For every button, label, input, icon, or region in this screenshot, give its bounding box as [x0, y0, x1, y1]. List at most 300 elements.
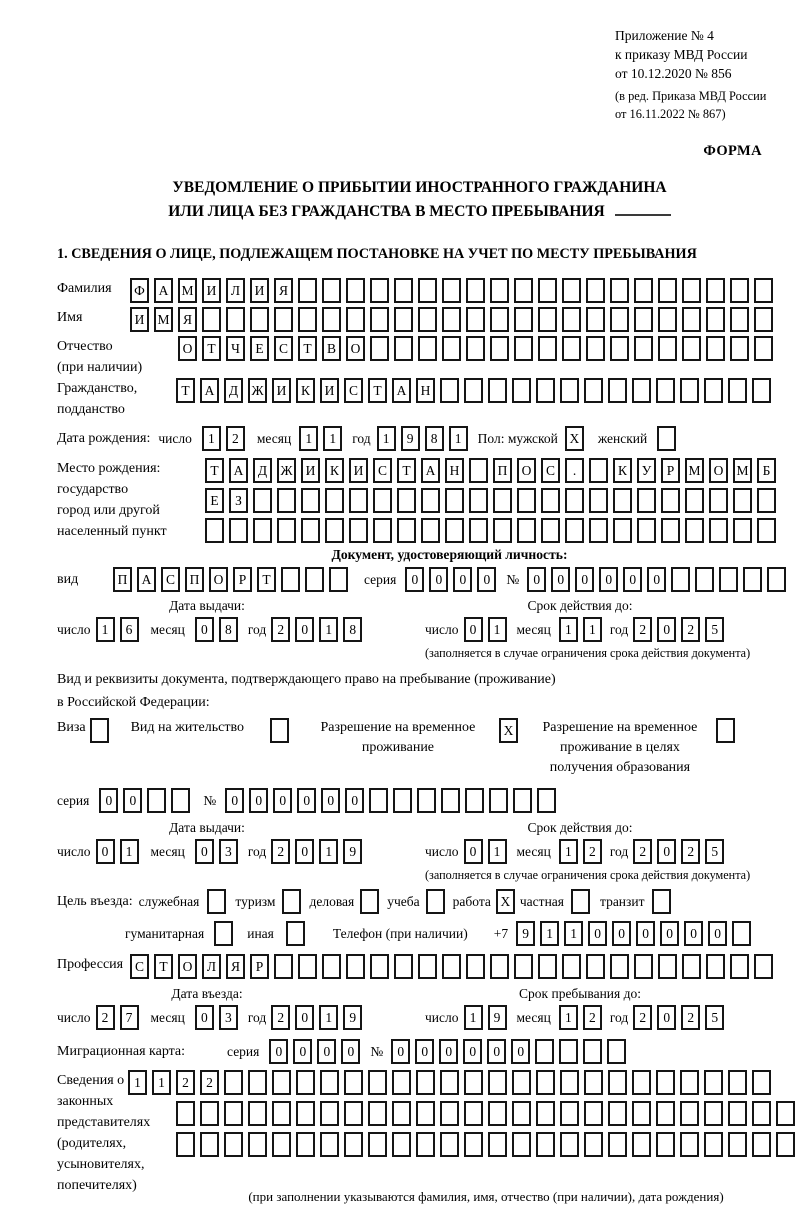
char-box[interactable]: [656, 1101, 675, 1126]
char-box[interactable]: [728, 1101, 747, 1126]
char-box[interactable]: 2: [583, 1005, 602, 1030]
char-box[interactable]: [441, 788, 460, 813]
char-box[interactable]: [706, 307, 725, 332]
char-box[interactable]: [610, 278, 629, 303]
char-box[interactable]: 1: [449, 426, 468, 451]
char-box[interactable]: С: [161, 567, 180, 592]
char-box[interactable]: [171, 788, 190, 813]
char-box[interactable]: Д: [253, 458, 272, 483]
char-box[interactable]: [682, 336, 701, 361]
char-box[interactable]: 0: [123, 788, 142, 813]
char-box[interactable]: [709, 488, 728, 513]
char-box[interactable]: [360, 889, 379, 914]
char-box[interactable]: [656, 1070, 675, 1095]
char-box[interactable]: [370, 336, 389, 361]
char-box[interactable]: А: [421, 458, 440, 483]
char-box[interactable]: Ч: [226, 336, 245, 361]
char-box[interactable]: [752, 1132, 771, 1157]
char-box[interactable]: [658, 307, 677, 332]
char-box[interactable]: [322, 307, 341, 332]
char-box[interactable]: [301, 488, 320, 513]
char-box[interactable]: 0: [657, 839, 676, 864]
char-box[interactable]: [301, 518, 320, 543]
char-box[interactable]: С: [130, 954, 149, 979]
char-box[interactable]: Н: [416, 378, 435, 403]
char-box[interactable]: [490, 954, 509, 979]
char-box[interactable]: [589, 458, 608, 483]
char-box[interactable]: Я: [274, 278, 293, 303]
char-box[interactable]: [538, 336, 557, 361]
char-box[interactable]: [489, 788, 508, 813]
char-box[interactable]: Ж: [277, 458, 296, 483]
char-box[interactable]: [541, 518, 560, 543]
char-box[interactable]: 0: [588, 921, 607, 946]
char-box[interactable]: Б: [757, 458, 776, 483]
char-box[interactable]: X: [496, 889, 515, 914]
char-box[interactable]: [346, 954, 365, 979]
char-box[interactable]: [272, 1101, 291, 1126]
char-box[interactable]: [536, 378, 555, 403]
char-box[interactable]: 0: [297, 788, 316, 813]
char-box[interactable]: [368, 1132, 387, 1157]
char-box[interactable]: О: [517, 458, 536, 483]
char-box[interactable]: И: [250, 278, 269, 303]
char-box[interactable]: М: [685, 458, 704, 483]
char-box[interactable]: [281, 567, 300, 592]
char-box[interactable]: X: [499, 718, 518, 743]
char-box[interactable]: В: [322, 336, 341, 361]
char-box[interactable]: [465, 788, 484, 813]
char-box[interactable]: [562, 336, 581, 361]
char-box[interactable]: [685, 518, 704, 543]
char-box[interactable]: И: [349, 458, 368, 483]
char-box[interactable]: [270, 718, 289, 743]
char-box[interactable]: [464, 1101, 483, 1126]
char-box[interactable]: 0: [453, 567, 472, 592]
char-box[interactable]: [657, 426, 676, 451]
char-box[interactable]: [637, 488, 656, 513]
char-box[interactable]: 0: [684, 921, 703, 946]
char-box[interactable]: [586, 336, 605, 361]
char-box[interactable]: [416, 1070, 435, 1095]
char-box[interactable]: 1: [128, 1070, 147, 1095]
char-box[interactable]: [730, 336, 749, 361]
char-box[interactable]: Я: [178, 307, 197, 332]
char-box[interactable]: [562, 278, 581, 303]
char-box[interactable]: О: [346, 336, 365, 361]
char-box[interactable]: [490, 278, 509, 303]
char-box[interactable]: [583, 1039, 602, 1064]
char-box[interactable]: [418, 278, 437, 303]
char-box[interactable]: [589, 518, 608, 543]
char-box[interactable]: 0: [293, 1039, 312, 1064]
char-box[interactable]: [282, 889, 301, 914]
char-box[interactable]: [754, 954, 773, 979]
char-box[interactable]: А: [137, 567, 156, 592]
char-box[interactable]: [421, 488, 440, 513]
char-box[interactable]: [368, 1101, 387, 1126]
char-box[interactable]: 0: [225, 788, 244, 813]
char-box[interactable]: [349, 518, 368, 543]
char-box[interactable]: 1: [319, 839, 338, 864]
char-box[interactable]: 0: [391, 1039, 410, 1064]
char-box[interactable]: [442, 278, 461, 303]
char-box[interactable]: С: [274, 336, 293, 361]
char-box[interactable]: [344, 1101, 363, 1126]
char-box[interactable]: И: [301, 458, 320, 483]
char-box[interactable]: [200, 1132, 219, 1157]
char-box[interactable]: 1: [96, 617, 115, 642]
char-box[interactable]: 2: [271, 617, 290, 642]
char-box[interactable]: [538, 307, 557, 332]
char-box[interactable]: [296, 1101, 315, 1126]
char-box[interactable]: [757, 518, 776, 543]
char-box[interactable]: [634, 307, 653, 332]
char-box[interactable]: [560, 1101, 579, 1126]
char-box[interactable]: [584, 378, 603, 403]
char-box[interactable]: М: [178, 278, 197, 303]
char-box[interactable]: 0: [429, 567, 448, 592]
char-box[interactable]: [706, 336, 725, 361]
char-box[interactable]: [754, 336, 773, 361]
char-box[interactable]: [733, 518, 752, 543]
char-box[interactable]: 1: [120, 839, 139, 864]
char-box[interactable]: А: [200, 378, 219, 403]
char-box[interactable]: [329, 567, 348, 592]
char-box[interactable]: [709, 518, 728, 543]
char-box[interactable]: [393, 788, 412, 813]
char-box[interactable]: [584, 1101, 603, 1126]
char-box[interactable]: [608, 1101, 627, 1126]
char-box[interactable]: [274, 954, 293, 979]
char-box[interactable]: .: [565, 458, 584, 483]
char-box[interactable]: Р: [233, 567, 252, 592]
char-box[interactable]: [560, 1070, 579, 1095]
char-box[interactable]: 1: [152, 1070, 171, 1095]
char-box[interactable]: [421, 518, 440, 543]
char-box[interactable]: 0: [636, 921, 655, 946]
char-box[interactable]: [757, 488, 776, 513]
char-box[interactable]: [469, 518, 488, 543]
char-box[interactable]: [394, 336, 413, 361]
char-box[interactable]: М: [733, 458, 752, 483]
char-box[interactable]: [205, 518, 224, 543]
char-box[interactable]: [607, 1039, 626, 1064]
char-box[interactable]: [344, 1070, 363, 1095]
char-box[interactable]: [613, 488, 632, 513]
char-box[interactable]: [632, 378, 651, 403]
char-box[interactable]: [536, 1070, 555, 1095]
char-box[interactable]: [538, 278, 557, 303]
char-box[interactable]: 3: [219, 1005, 238, 1030]
char-box[interactable]: Р: [661, 458, 680, 483]
char-box[interactable]: 2: [176, 1070, 195, 1095]
char-box[interactable]: [466, 336, 485, 361]
char-box[interactable]: [464, 378, 483, 403]
char-box[interactable]: [634, 278, 653, 303]
char-box[interactable]: 1: [583, 617, 602, 642]
char-box[interactable]: 2: [681, 617, 700, 642]
char-box[interactable]: [493, 488, 512, 513]
char-box[interactable]: [445, 488, 464, 513]
char-box[interactable]: 0: [96, 839, 115, 864]
char-box[interactable]: О: [209, 567, 228, 592]
char-box[interactable]: [743, 567, 762, 592]
char-box[interactable]: [370, 954, 389, 979]
char-box[interactable]: 2: [633, 839, 652, 864]
char-box[interactable]: 8: [219, 617, 238, 642]
char-box[interactable]: Т: [176, 378, 195, 403]
char-box[interactable]: [586, 307, 605, 332]
char-box[interactable]: [704, 1132, 723, 1157]
char-box[interactable]: 0: [345, 788, 364, 813]
char-box[interactable]: [632, 1101, 651, 1126]
char-box[interactable]: 0: [195, 1005, 214, 1030]
char-box[interactable]: 0: [273, 788, 292, 813]
char-box[interactable]: [730, 278, 749, 303]
char-box[interactable]: [728, 378, 747, 403]
char-box[interactable]: У: [637, 458, 656, 483]
char-box[interactable]: [728, 1132, 747, 1157]
char-box[interactable]: 2: [633, 617, 652, 642]
char-box[interactable]: [565, 518, 584, 543]
char-box[interactable]: [732, 921, 751, 946]
char-box[interactable]: [536, 1101, 555, 1126]
char-box[interactable]: [562, 954, 581, 979]
char-box[interactable]: [706, 954, 725, 979]
char-box[interactable]: [418, 307, 437, 332]
char-box[interactable]: [298, 278, 317, 303]
char-box[interactable]: [298, 954, 317, 979]
char-box[interactable]: [716, 718, 735, 743]
char-box[interactable]: [613, 518, 632, 543]
char-box[interactable]: [610, 307, 629, 332]
char-box[interactable]: 0: [575, 567, 594, 592]
char-box[interactable]: К: [613, 458, 632, 483]
char-box[interactable]: [589, 488, 608, 513]
char-box[interactable]: [373, 488, 392, 513]
char-box[interactable]: [680, 1101, 699, 1126]
char-box[interactable]: [394, 307, 413, 332]
char-box[interactable]: И: [272, 378, 291, 403]
char-box[interactable]: 1: [488, 839, 507, 864]
char-box[interactable]: 2: [681, 1005, 700, 1030]
char-box[interactable]: 1: [319, 1005, 338, 1030]
char-box[interactable]: [535, 1039, 554, 1064]
char-box[interactable]: [682, 307, 701, 332]
char-box[interactable]: [370, 278, 389, 303]
char-box[interactable]: [466, 307, 485, 332]
char-box[interactable]: [253, 488, 272, 513]
char-box[interactable]: [610, 954, 629, 979]
char-box[interactable]: П: [493, 458, 512, 483]
char-box[interactable]: 2: [96, 1005, 115, 1030]
char-box[interactable]: [608, 378, 627, 403]
char-box[interactable]: [397, 518, 416, 543]
char-box[interactable]: [685, 488, 704, 513]
char-box[interactable]: [176, 1101, 195, 1126]
char-box[interactable]: 0: [464, 839, 483, 864]
char-box[interactable]: [277, 488, 296, 513]
char-box[interactable]: [298, 307, 317, 332]
char-box[interactable]: [224, 1132, 243, 1157]
char-box[interactable]: [325, 488, 344, 513]
char-box[interactable]: 0: [295, 839, 314, 864]
char-box[interactable]: 0: [341, 1039, 360, 1064]
char-box[interactable]: [730, 954, 749, 979]
char-box[interactable]: [634, 954, 653, 979]
char-box[interactable]: [202, 307, 221, 332]
char-box[interactable]: 2: [271, 1005, 290, 1030]
char-box[interactable]: Е: [205, 488, 224, 513]
char-box[interactable]: [322, 278, 341, 303]
char-box[interactable]: [488, 1132, 507, 1157]
char-box[interactable]: [514, 954, 533, 979]
char-box[interactable]: [248, 1132, 267, 1157]
char-box[interactable]: [680, 378, 699, 403]
char-box[interactable]: [368, 1070, 387, 1095]
char-box[interactable]: 1: [319, 617, 338, 642]
char-box[interactable]: 0: [439, 1039, 458, 1064]
char-box[interactable]: [416, 1101, 435, 1126]
char-box[interactable]: И: [130, 307, 149, 332]
char-box[interactable]: [320, 1070, 339, 1095]
char-box[interactable]: [370, 307, 389, 332]
char-box[interactable]: [656, 1132, 675, 1157]
char-box[interactable]: [248, 1101, 267, 1126]
char-box[interactable]: [442, 954, 461, 979]
char-box[interactable]: [253, 518, 272, 543]
char-box[interactable]: Ж: [248, 378, 267, 403]
char-box[interactable]: С: [541, 458, 560, 483]
char-box[interactable]: М: [154, 307, 173, 332]
char-box[interactable]: 0: [551, 567, 570, 592]
char-box[interactable]: Т: [368, 378, 387, 403]
char-box[interactable]: [704, 378, 723, 403]
char-box[interactable]: [226, 307, 245, 332]
char-box[interactable]: [440, 1070, 459, 1095]
char-box[interactable]: [392, 1101, 411, 1126]
char-box[interactable]: [754, 307, 773, 332]
char-box[interactable]: 1: [299, 426, 318, 451]
char-box[interactable]: [560, 1132, 579, 1157]
char-box[interactable]: [418, 954, 437, 979]
char-box[interactable]: [416, 1132, 435, 1157]
char-box[interactable]: 9: [343, 839, 362, 864]
char-box[interactable]: [250, 307, 269, 332]
char-box[interactable]: Т: [397, 458, 416, 483]
char-box[interactable]: О: [178, 954, 197, 979]
char-box[interactable]: 0: [657, 617, 676, 642]
char-box[interactable]: О: [709, 458, 728, 483]
char-box[interactable]: [704, 1101, 723, 1126]
char-box[interactable]: [728, 1070, 747, 1095]
char-box[interactable]: X: [565, 426, 584, 451]
char-box[interactable]: [464, 1132, 483, 1157]
char-box[interactable]: 0: [195, 839, 214, 864]
char-box[interactable]: [632, 1070, 651, 1095]
char-box[interactable]: [584, 1070, 603, 1095]
char-box[interactable]: [514, 278, 533, 303]
char-box[interactable]: [346, 307, 365, 332]
char-box[interactable]: 0: [463, 1039, 482, 1064]
char-box[interactable]: [719, 567, 738, 592]
char-box[interactable]: [464, 1070, 483, 1095]
char-box[interactable]: С: [344, 378, 363, 403]
char-box[interactable]: [517, 518, 536, 543]
char-box[interactable]: 9: [516, 921, 535, 946]
char-box[interactable]: [286, 921, 305, 946]
char-box[interactable]: 8: [425, 426, 444, 451]
char-box[interactable]: [248, 1070, 267, 1095]
char-box[interactable]: [445, 518, 464, 543]
char-box[interactable]: [373, 518, 392, 543]
char-box[interactable]: 1: [559, 617, 578, 642]
char-box[interactable]: 5: [705, 617, 724, 642]
char-box[interactable]: [538, 954, 557, 979]
char-box[interactable]: [320, 1132, 339, 1157]
char-box[interactable]: Е: [250, 336, 269, 361]
char-box[interactable]: [514, 336, 533, 361]
char-box[interactable]: 0: [708, 921, 727, 946]
char-box[interactable]: 0: [612, 921, 631, 946]
char-box[interactable]: [349, 488, 368, 513]
char-box[interactable]: 9: [488, 1005, 507, 1030]
char-box[interactable]: [517, 488, 536, 513]
char-box[interactable]: [541, 488, 560, 513]
char-box[interactable]: К: [325, 458, 344, 483]
char-box[interactable]: [661, 488, 680, 513]
char-box[interactable]: 0: [295, 617, 314, 642]
char-box[interactable]: [320, 1101, 339, 1126]
char-box[interactable]: 1: [488, 617, 507, 642]
char-box[interactable]: [490, 307, 509, 332]
char-box[interactable]: [767, 567, 786, 592]
char-box[interactable]: 2: [271, 839, 290, 864]
char-box[interactable]: [469, 488, 488, 513]
char-box[interactable]: [394, 278, 413, 303]
char-box[interactable]: [537, 788, 556, 813]
char-box[interactable]: [272, 1070, 291, 1095]
char-box[interactable]: [214, 921, 233, 946]
char-box[interactable]: Т: [298, 336, 317, 361]
char-box[interactable]: [90, 718, 109, 743]
char-box[interactable]: 1: [323, 426, 342, 451]
char-box[interactable]: 0: [487, 1039, 506, 1064]
char-box[interactable]: [392, 1132, 411, 1157]
char-box[interactable]: [752, 1101, 771, 1126]
char-box[interactable]: Д: [224, 378, 243, 403]
char-box[interactable]: 5: [705, 1005, 724, 1030]
char-box[interactable]: [634, 336, 653, 361]
char-box[interactable]: Т: [205, 458, 224, 483]
char-box[interactable]: 2: [681, 839, 700, 864]
char-box[interactable]: И: [320, 378, 339, 403]
char-box[interactable]: [608, 1132, 627, 1157]
char-box[interactable]: [417, 788, 436, 813]
char-box[interactable]: А: [154, 278, 173, 303]
char-box[interactable]: 1: [202, 426, 221, 451]
char-box[interactable]: [512, 1070, 531, 1095]
char-box[interactable]: 0: [405, 567, 424, 592]
char-box[interactable]: А: [229, 458, 248, 483]
char-box[interactable]: [562, 307, 581, 332]
char-box[interactable]: 0: [269, 1039, 288, 1064]
char-box[interactable]: 0: [249, 788, 268, 813]
char-box[interactable]: 0: [657, 1005, 676, 1030]
char-box[interactable]: [571, 889, 590, 914]
char-box[interactable]: [536, 1132, 555, 1157]
